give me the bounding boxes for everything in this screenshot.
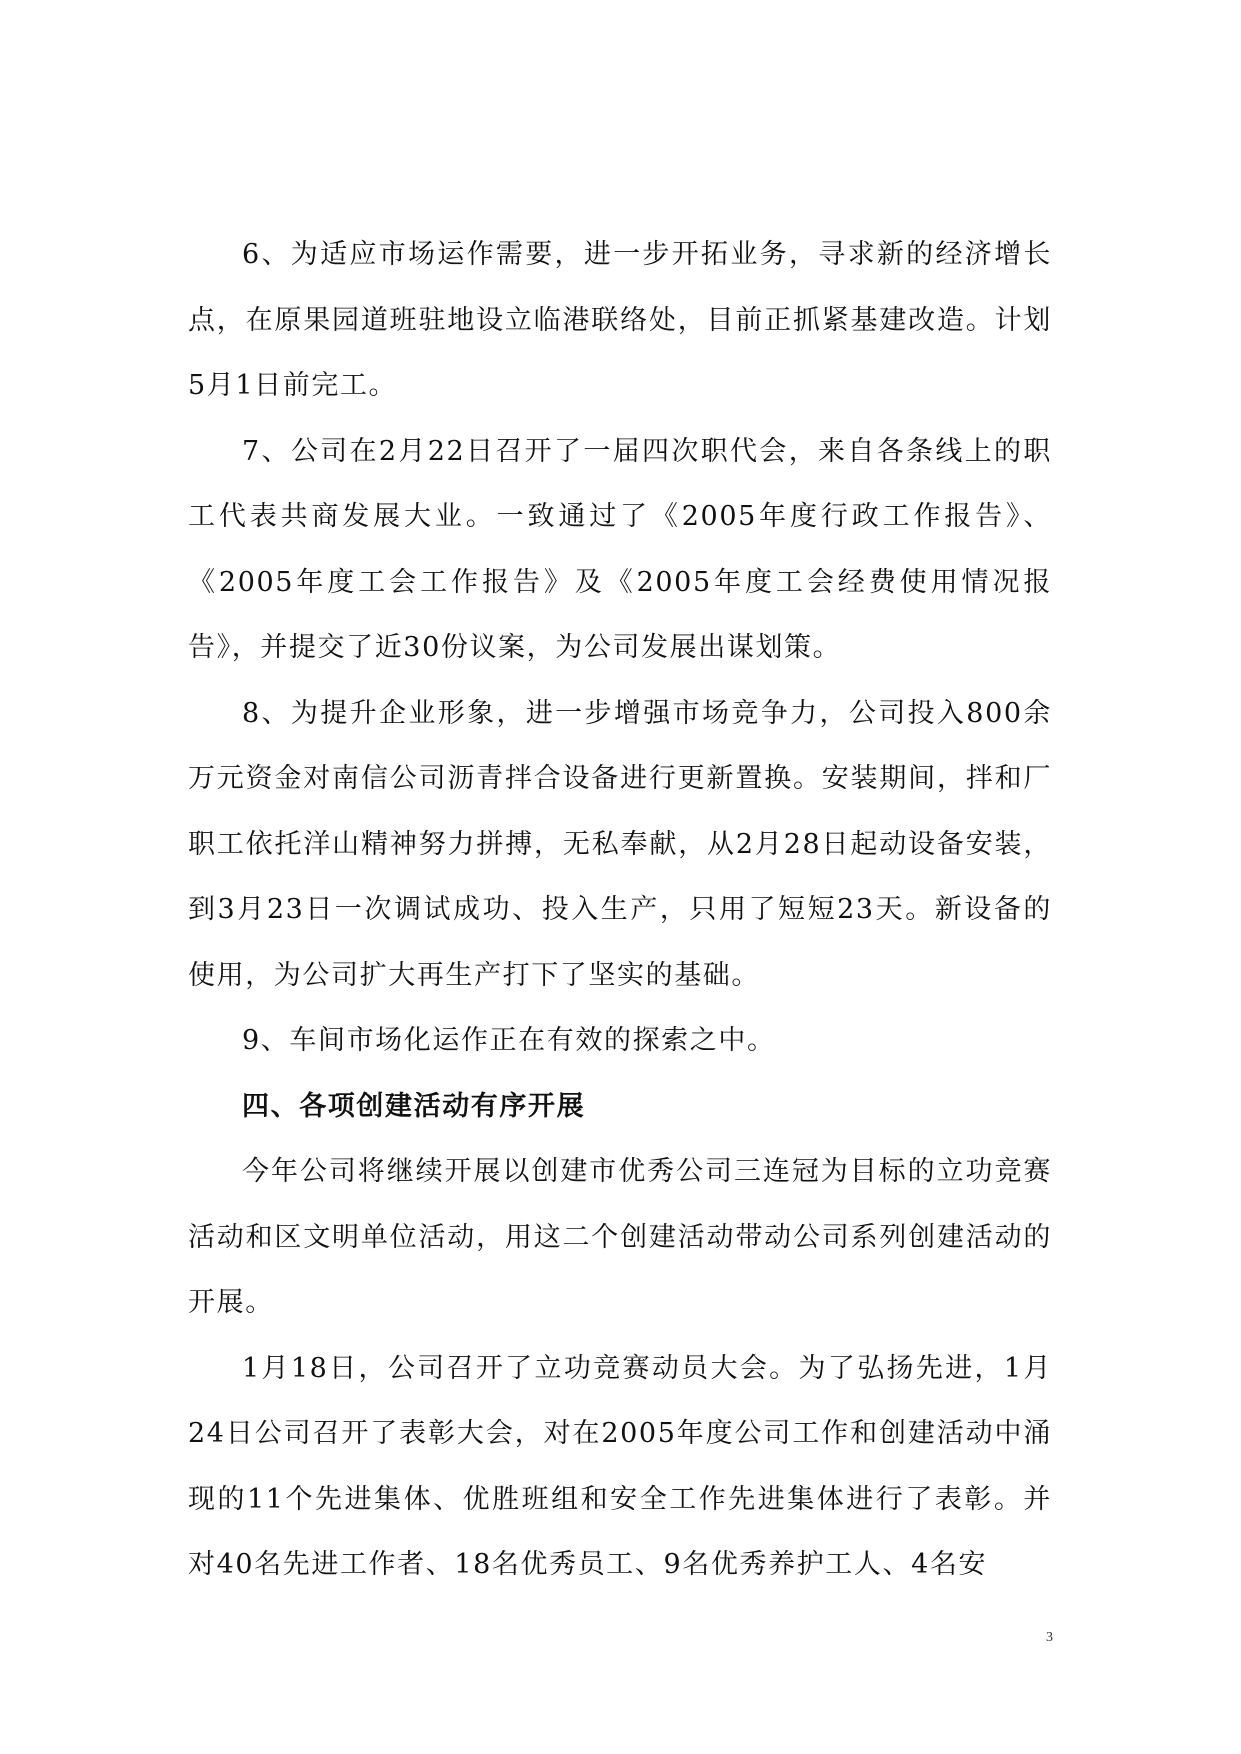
paragraph-item-9: 9、车间市场化运作正在有效的探索之中。 <box>242 1025 776 1056</box>
page-number: 3 <box>1046 1630 1053 1645</box>
paragraph-item-7: 7、公司在2月22日召开了一届四次职代会，来自各条线上的职工代表共商发展大业。一致通过了《2005年度行政工作报告》、《2005年度工会工作报告》及《2005年度工会经费使用情况报告》，并提交了近30份议案，为公司发展出谋划策。 <box>188 435 1052 663</box>
paragraph-item-6: 6、为适应市场运作需要，进一步开拓业务，寻求新的经济增长点，在原果园道班驻地设立临港联络处，目前正抓紧基建改造。计划5月1日前完工。 <box>188 239 1052 401</box>
paragraph-item-8: 8、为提升企业形象，进一步增强市场竞争力，公司投入800余万元资金对南信公司沥青拌合设备进行更新置换。安装期间，拌和厂职工依托洋山精神努力拼搏，无私奉献，从2月28日起动设备安装，到3月23日一次调试成功、投入生产，只用了短短23天。新设备的使用，为公司扩大再生产打下了坚实的基础。 <box>188 697 1052 991</box>
section-paragraph-intro: 今年公司将继续开展以创建市优秀公司三连冠为目标的立功竞赛活动和区文明单位活动，用这二个创建活动带动公司系列创建活动的开展。 <box>188 1156 1052 1318</box>
document-body <box>188 222 1052 1598</box>
section-heading: 四、各项创建活动有序开展 <box>242 1090 586 1122</box>
section-paragraph-awards: 1月18日，公司召开了立功竞赛动员大会。为了弘扬先进，1月24日公司召开了表彰大会，对在2005年度公司工作和创建活动中涌现的11个先进集体、优胜班组和安全工作先进集体进行了表彰。并对40名先进工作者、18名优秀员工、9名优秀养护工人、4名安 <box>188 1352 1052 1580</box>
